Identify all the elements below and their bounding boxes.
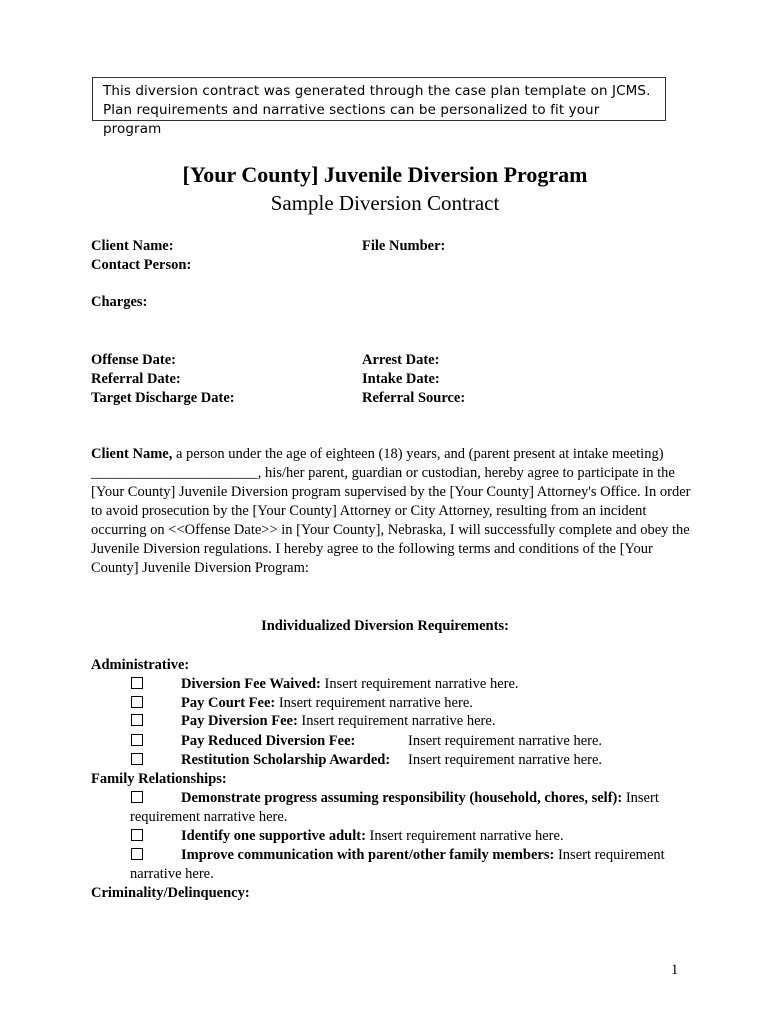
agreement-paragraph (91, 445, 691, 578)
client-name-label: Client Name: (91, 238, 174, 254)
requirement-item (130, 789, 690, 827)
checkbox[interactable] (131, 734, 143, 746)
criminality-heading: Criminality/Delinquency: (91, 885, 250, 901)
document-title: [Your County] Juvenile Diversion Program (182, 162, 588, 187)
checkbox[interactable] (131, 753, 143, 765)
intake-date-label: Intake Date: (362, 371, 440, 387)
requirement-item (130, 694, 690, 713)
referral-source-label: Referral Source: (362, 390, 466, 406)
target-discharge-date-label: Target Discharge Date: (91, 390, 235, 406)
checkbox[interactable] (131, 696, 143, 708)
requirement-text: Insert requirement narrative here. (408, 733, 603, 749)
requirement-item (130, 827, 690, 846)
template-notice-box (92, 77, 666, 137)
file-number-label: File Number: (362, 238, 446, 254)
requirement-item (130, 751, 690, 770)
checkbox[interactable] (131, 714, 143, 726)
requirement-text: Insert requirement narrative here. (297, 713, 496, 729)
requirement-item (130, 675, 690, 694)
requirement-label: Pay Diversion Fee: (181, 713, 298, 729)
agreement-client-name: Client Name, (91, 446, 173, 462)
requirement-label: Pay Court Fee: (181, 695, 276, 711)
requirement-label: Identify one supportive adult: (181, 828, 366, 844)
contact-person-label: Contact Person: (91, 257, 192, 273)
checkbox[interactable] (131, 791, 143, 803)
requirement-text: Insert requirement narrative here. (130, 847, 665, 882)
checkbox[interactable] (131, 829, 143, 841)
referral-date-label: Referral Date: (91, 371, 181, 387)
requirement-label: Improve communication with parent/other family members: (181, 847, 555, 863)
requirement-text: Insert requirement narrative here. (320, 676, 519, 692)
requirement-item (130, 846, 690, 884)
arrest-date-label: Arrest Date: (362, 352, 440, 368)
checkbox[interactable] (131, 677, 143, 689)
requirement-label: Demonstrate progress assuming responsibility (household, chores, self): (181, 790, 623, 806)
requirement-item (130, 712, 690, 731)
agreement-body: a person under the age of eighteen (18) years, and (parent present at intake meeting) _______________________, his/her parent, guardian or custodian, hereby agree to participate in the [Your County] Juvenile Diversion program supervised by the [Your County] Attorney's Office. In order to avoid prosecution by the [Your County] Attorney or City Attorney, resulting from an incident occurring on <<Offense Date>> in [Your County], Nebraska, I will successfully complete and obey the Juvenile Diversion regulations. I hereby agree to the following terms and conditions of the [Your County] Juvenile Diversion Program: (91, 446, 691, 576)
page-number: 1 (671, 962, 679, 978)
requirement-label: Pay Reduced Diversion Fee: (181, 733, 356, 749)
checkbox[interactable] (131, 848, 143, 860)
requirement-label: Diversion Fee Waived: (181, 676, 321, 692)
requirement-label: Restitution Scholarship Awarded: (181, 752, 391, 768)
charges-label: Charges: (91, 294, 148, 310)
offense-date-label: Offense Date: (91, 352, 176, 368)
requirement-item (130, 732, 690, 751)
administrative-heading: Administrative: (91, 657, 190, 673)
requirement-text: Insert requirement narrative here. (130, 790, 659, 825)
document-subtitle: Sample Diversion Contract (270, 191, 500, 215)
requirements-heading: Individualized Diversion Requirements: (261, 618, 509, 634)
family-relationships-heading: Family Relationships: (91, 771, 227, 787)
notice-line-2: Plan requirements and narrative sections can be personalized to fit your program (103, 102, 600, 137)
requirement-text: Insert requirement narrative here. (408, 752, 603, 768)
requirement-text: Insert requirement narrative here. (365, 828, 564, 844)
requirement-text: Insert requirement narrative here. (275, 695, 473, 711)
notice-line-1: This diversion contract was generated through the case plan template on JCMS. (103, 83, 651, 99)
